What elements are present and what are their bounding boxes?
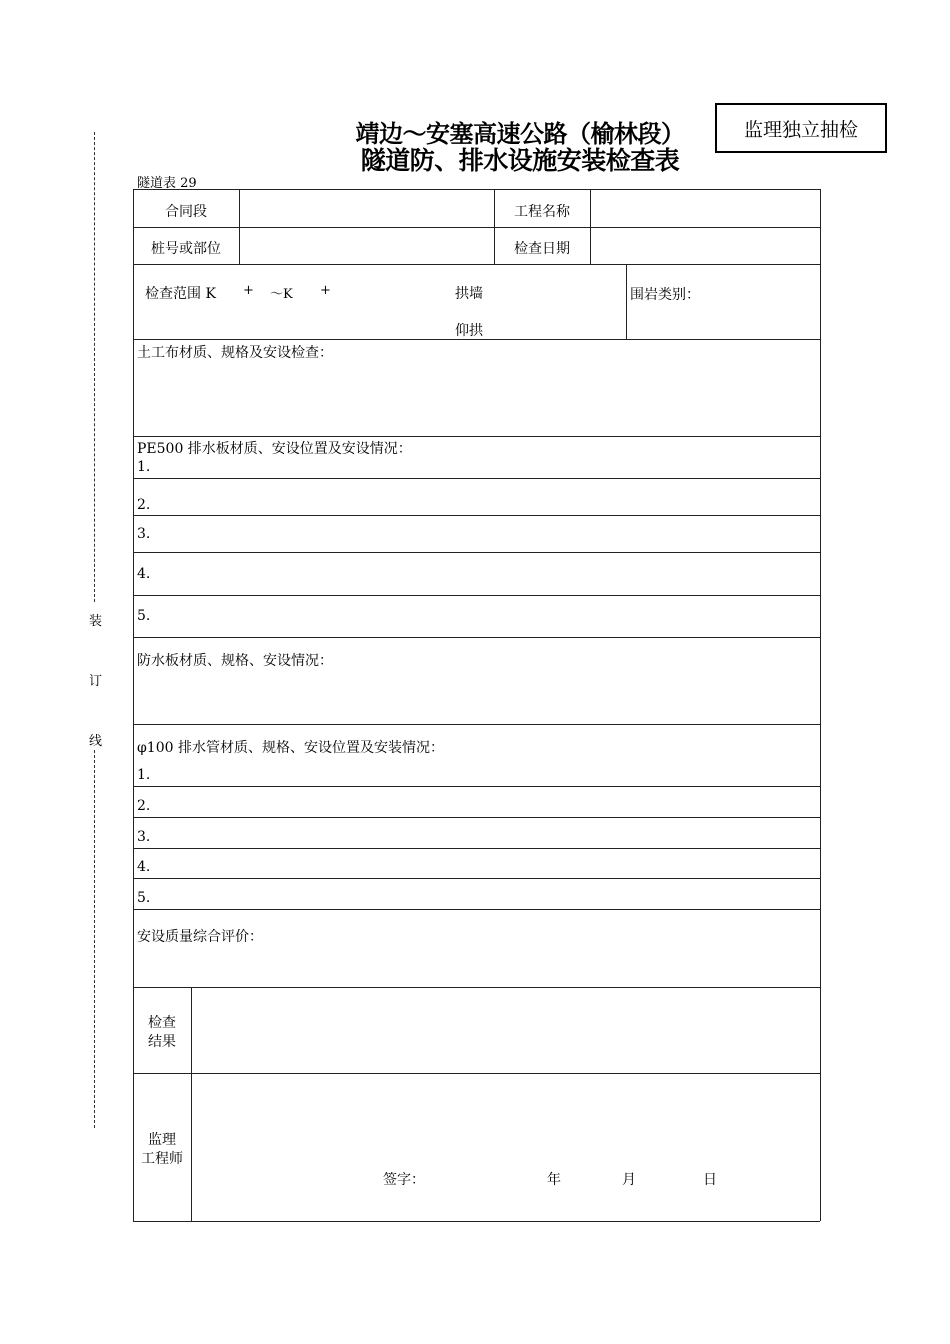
evaluation-field[interactable]	[137, 948, 815, 983]
drain-pipe-label: φ100 排水管材质、规格、安设位置及安装情况：	[137, 740, 444, 756]
drain-pipe-item-4: 4.	[137, 859, 151, 875]
rock-class-label: 围岩类别：	[630, 287, 700, 303]
signature-field[interactable]	[430, 1164, 530, 1190]
project-name-field[interactable]	[595, 196, 815, 222]
row-line	[133, 595, 820, 596]
table-border-bottom	[133, 1221, 820, 1222]
supervising-engineer-line-2: 工程师	[141, 1151, 183, 1167]
row-line	[133, 909, 820, 910]
row-line	[133, 478, 820, 479]
waterproof-board-field[interactable]	[137, 670, 815, 720]
contract-section-label: 合同段	[165, 204, 207, 220]
drain-pipe-item-3: 3.	[137, 829, 151, 845]
waterproof-board-label: 防水板材质、规格、安设情况：	[137, 653, 333, 669]
row-line	[133, 264, 820, 265]
col-line	[590, 189, 591, 264]
project-name-label: 工程名称	[514, 204, 570, 220]
inspection-result-label	[133, 1014, 191, 1052]
inspection-result-field[interactable]	[196, 992, 815, 1068]
drain-pipe-item-1: 1.	[137, 767, 151, 783]
geotextile-label: 土工布材质、规格及安设检查：	[137, 345, 333, 361]
supervision-stamp: 监理独立抽检	[715, 103, 887, 153]
title-line-2: 隧道防、排水设施安装检查表	[360, 146, 680, 175]
binding-char-3: 线	[89, 734, 103, 749]
col-line	[191, 987, 192, 1221]
row-line	[133, 515, 820, 516]
evaluation-label: 安设质量综合评价：	[137, 929, 263, 945]
drain-board-item-3: 3.	[137, 526, 151, 542]
drain-board-item-1: 1.	[137, 459, 151, 475]
row-line	[133, 724, 820, 725]
col-line	[626, 264, 627, 339]
signature-label: 签字：	[383, 1172, 425, 1188]
drain-board-item-5: 5.	[137, 608, 151, 624]
range-plus-2: +	[320, 283, 331, 298]
binding-char-2: 订	[89, 674, 103, 689]
table-border-right	[820, 189, 821, 1221]
row-line	[133, 817, 820, 818]
drain-board-item-4: 4.	[137, 566, 151, 582]
binding-char-1: 装	[89, 614, 103, 629]
supervising-engineer-label	[133, 1131, 191, 1169]
row-line	[133, 848, 820, 849]
supervising-engineer-line-1: 监理	[148, 1132, 176, 1148]
drain-board-item-2: 2.	[137, 497, 151, 513]
col-line	[239, 189, 240, 264]
row-line	[133, 987, 820, 988]
invert-label: 仰拱	[455, 323, 483, 339]
row-line	[133, 878, 820, 879]
arch-wall-label: 拱墙	[455, 286, 483, 302]
inspection-result-line-2: 结果	[148, 1034, 176, 1050]
drain-pipe-item-5: 5.	[137, 890, 151, 906]
station-label: 桩号或部位	[151, 241, 221, 257]
row-line	[133, 1073, 820, 1074]
range-tilde-k: ～K	[270, 287, 293, 302]
inspection-date-field[interactable]	[595, 233, 815, 259]
binding-line-bottom	[94, 750, 95, 1128]
row-line	[133, 637, 820, 638]
date-day-label: 日	[703, 1172, 717, 1188]
title-line-1: 靖边～安塞高速公路（榆林段）	[355, 120, 685, 148]
range-plus-1: +	[243, 283, 254, 298]
inspection-date-label: 检查日期	[514, 241, 570, 257]
drain-pipe-item-2: 2.	[137, 798, 151, 814]
inspection-range-label: 检查范围 K	[145, 286, 216, 302]
row-line	[133, 786, 820, 787]
contract-section-field[interactable]	[244, 196, 490, 222]
table-border-left	[133, 189, 134, 1221]
date-month-label: 月	[622, 1172, 636, 1188]
table-border-top	[133, 189, 820, 190]
form-number: 隧道表 29	[137, 176, 197, 191]
row-line	[133, 436, 820, 437]
inspection-result-line-1: 检查	[148, 1015, 176, 1031]
station-field[interactable]	[244, 233, 490, 259]
row-line	[133, 552, 820, 553]
drain-board-label: PE500 排水板材质、安设位置及安设情况：	[137, 441, 412, 457]
row-line	[133, 227, 820, 228]
date-year-label: 年	[547, 1172, 561, 1188]
binding-line-top	[94, 132, 95, 602]
geotextile-field[interactable]	[137, 362, 815, 432]
